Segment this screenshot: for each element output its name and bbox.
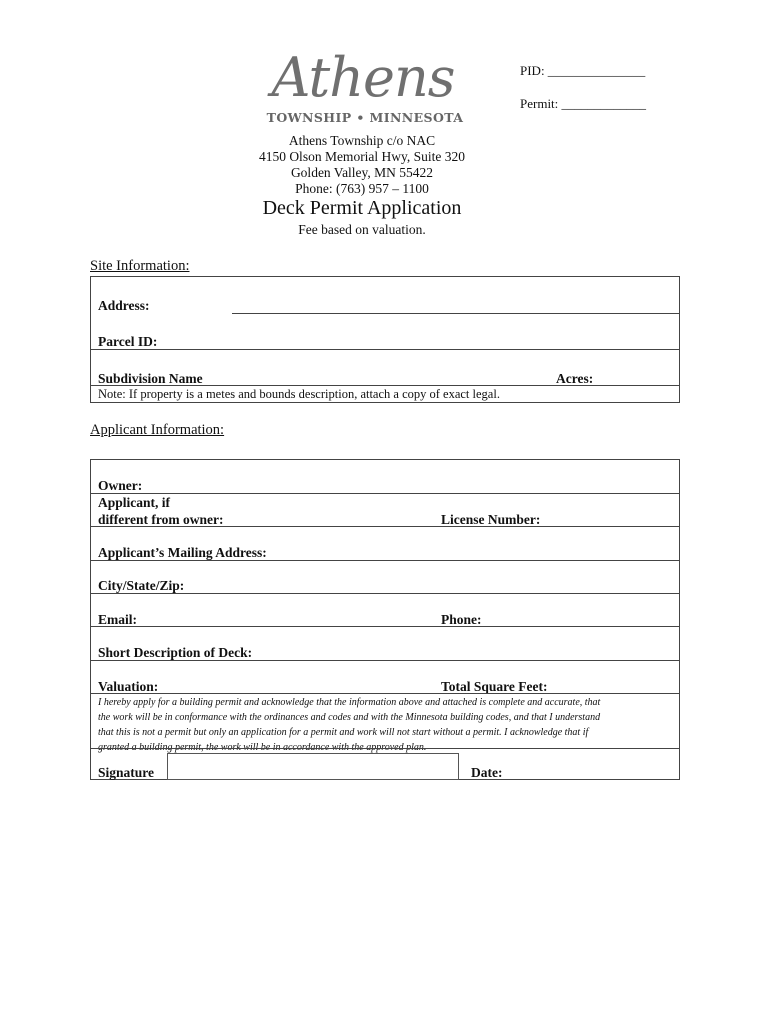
address-input-line[interactable] (232, 313, 680, 314)
office-address-line-3: Golden Valley, MN 55422 (290, 165, 434, 180)
total-square-feet-label: Total Square Feet: (441, 679, 548, 694)
mailing-address-label: Applicant’s Mailing Address: (98, 545, 267, 560)
declaration-line-2: the work will be in conformance with the ordinances and codes and with the Minnesota building codes, and that I understand (98, 712, 601, 723)
date-label: Date: (471, 765, 503, 780)
address-label: Address: (98, 298, 150, 313)
applicant-label-line-2: different from owner: (98, 512, 224, 527)
city-state-zip-label: City/State/Zip: (98, 578, 185, 593)
declaration-line-3: that this is not a permit but only an application for a permit and work will not start without a permit. I acknowledge that if (98, 727, 589, 738)
page-title: Deck Permit Application (262, 197, 462, 219)
applicant-information-heading: Applicant Information: (90, 422, 225, 438)
acres-label: Acres: (556, 371, 594, 386)
signature-label: Signature (98, 765, 155, 780)
pid-field[interactable]: PID: _______________ (520, 63, 646, 78)
applicant-information-box (90, 459, 680, 780)
phone-label: Phone: (441, 612, 482, 627)
fee-note: Fee based on valuation. (298, 222, 426, 237)
deck-description-label: Short Description of Deck: (98, 645, 253, 660)
township-logo-subtitle: TOWNSHIP • MINNESOTA (266, 110, 464, 125)
site-information-box (90, 276, 680, 403)
office-phone: Phone: (763) 957 – 1100 (295, 181, 429, 196)
owner-label: Owner: (98, 478, 143, 493)
valuation-input-line[interactable] (91, 693, 679, 694)
office-address-line-2: 4150 Olson Memorial Hwy, Suite 320 (258, 149, 466, 164)
office-address-line-1: Athens Township c/o NAC (288, 133, 436, 148)
parcel-id-label: Parcel ID: (98, 334, 158, 349)
applicant-label-line-1: Applicant, if (98, 495, 171, 510)
valuation-label: Valuation: (98, 679, 159, 694)
parcel-id-input-line[interactable] (91, 349, 679, 350)
site-information-heading: Site Information: (90, 258, 190, 274)
applicant-input-line[interactable] (91, 526, 679, 527)
declaration-line-4: granted a building permit, the work will be in accordance with the approved plan. (98, 742, 427, 753)
mailing-address-input-line[interactable] (91, 560, 679, 561)
declaration-divider (91, 748, 679, 749)
subdivision-input-line[interactable] (91, 385, 679, 386)
deck-description-input-line[interactable] (91, 660, 679, 661)
township-logo: Athens (271, 46, 455, 109)
signature-box[interactable] (167, 753, 459, 780)
email-phone-input-line[interactable] (91, 626, 679, 627)
permit-field[interactable]: Permit: _____________ (520, 96, 647, 111)
owner-input-line[interactable] (91, 493, 679, 494)
subdivision-label: Subdivision Name (98, 371, 203, 386)
city-state-zip-input-line[interactable] (91, 593, 679, 594)
metes-bounds-note: Note: If property is a metes and bounds description, attach a copy of exact legal. (98, 387, 500, 401)
email-label: Email: (98, 612, 137, 627)
license-number-label: License Number: (441, 512, 541, 527)
declaration-line-1: I hereby apply for a building permit and acknowledge that the information above and attached is complete and accurate, that (98, 697, 601, 708)
